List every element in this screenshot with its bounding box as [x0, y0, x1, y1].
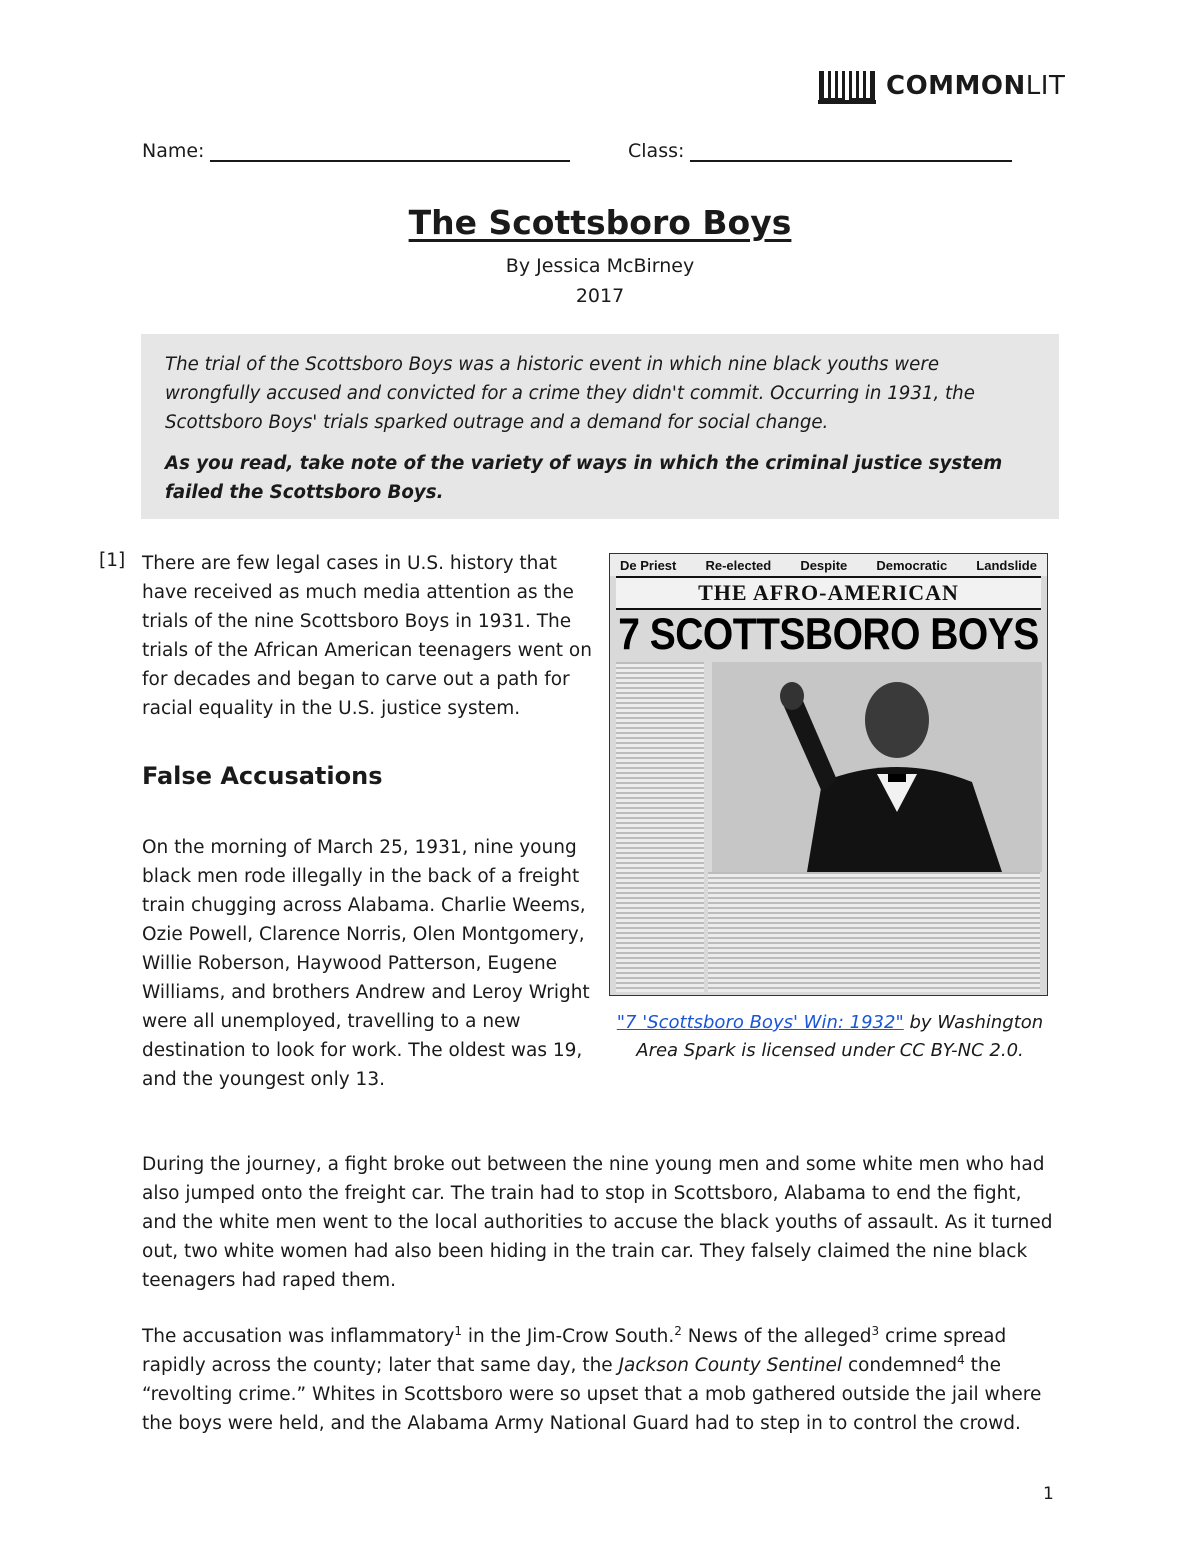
- class-blank-line[interactable]: [690, 140, 1012, 162]
- paragraph-1-text: There are few legal cases in U.S. history that have received as much media attention as the trials of the nine Scottsboro Boys in 1931. The trials of the African American teenagers went on for decades and began to carve out a path for racial equality in the U.S. justice system.: [142, 553, 592, 719]
- footnote-marker[interactable]: 3: [871, 1323, 880, 1338]
- paragraph-3: [142, 1150, 1062, 1295]
- newspaper-topline: [610, 554, 1047, 576]
- newspaper-image: [609, 553, 1048, 996]
- name-blank-line[interactable]: [210, 140, 570, 162]
- name-label: Name:: [142, 140, 205, 162]
- intro-box: [141, 334, 1059, 519]
- topline-word: Despite: [800, 557, 848, 573]
- paragraph-2-text: On the morning of March 25, 1931, nine young black men rode illegally in the back of a freight train chugging across Alabama. Charlie Weems, Ozie Powell, Clarence Norris, Olen Montgomery, Willie Roberson, Haywood Patterson, Eugene Williams, and brothers Andrew and Leroy Wright were all unemployed, travelling to a new destination to look for work. The oldest was 19, and the youngest only 13.: [142, 837, 590, 1090]
- newspaper-text-column: [616, 662, 704, 992]
- caption-credit: by Washington Area Spark is licensed under CC BY-NC 2.0.: [636, 1012, 1044, 1061]
- paragraph-number: [1]: [99, 550, 126, 571]
- publication-year: 2017: [575, 285, 625, 307]
- reading-prompt: As you read, take note of the variety of ways in which the criminal justice system failed the Scottsboro Boys.: [165, 453, 1003, 503]
- footnote-marker[interactable]: 1: [454, 1323, 462, 1338]
- topline-word: De Priest: [620, 557, 677, 573]
- author-line: By Jessica McBirney: [505, 255, 695, 277]
- name-field[interactable]: [142, 140, 570, 162]
- paragraph-3-text: During the journey, a fight broke out between the nine young men and some white men who had also jumped onto the freight car. The train had to stop in Scottsboro, Alabama to end the fight, and the white men went to the local authorities to accuse the black youths of assault. As it turned out, two white women had also been hiding in the train car. They falsely claimed the nine black teenagers had raped them.: [142, 1154, 1053, 1291]
- topline-word: Landslide: [976, 557, 1037, 573]
- document-title: The Scottsboro Boys: [408, 203, 792, 242]
- newspaper-body: [616, 662, 1041, 992]
- figure-caption: [600, 1009, 1060, 1065]
- section-heading: False Accusations: [142, 762, 383, 790]
- footnote-marker[interactable]: 4: [957, 1352, 965, 1367]
- newspaper-name: Jackson County Sentinel: [618, 1355, 843, 1376]
- commonlit-logo: [818, 66, 1065, 106]
- footnote-marker[interactable]: 2: [674, 1323, 682, 1338]
- newspaper-text-column: [708, 872, 1040, 992]
- intro-summary: The trial of the Scottsboro Boys was a historic event in which nine black youths were wrongfully accused and convicted for a crime they didn't commit. Occurring in 1931, the Scottsboro Boys' trials sparked outrage and a demand for social change.: [165, 354, 975, 433]
- topline-word: Democratic: [876, 557, 948, 573]
- caption-link[interactable]: "7 'Scottsboro Boys' Win: 1932": [616, 1012, 904, 1033]
- paragraph-4-text: The accusation was inflammatory$^1$ in the Jim-Crow South.$^2$ News of the alleged$^3$ crime spread rapidly across the county; later that same day, the Jackson County Sentinel condemned$^4$ the “revolting crime.” Whites in Scottsboro were so upset that a mob gathered outside the jail where the boys were held, and the Alabama Army National Guard had to step in to control the crowd.: [142, 1323, 1042, 1434]
- open-book-icon: [818, 67, 876, 105]
- paragraph-1: [142, 549, 592, 723]
- paragraph-2: [142, 833, 592, 1094]
- page-number: 1: [1043, 1484, 1054, 1504]
- portrait-figure: [712, 662, 1042, 872]
- newspaper-masthead: THE AFRO-AMERICAN: [616, 576, 1041, 610]
- logo-wordmark: COMMONLIT: [886, 71, 1066, 101]
- topline-word: Re-elected: [705, 557, 772, 573]
- class-field[interactable]: [628, 140, 1012, 162]
- newspaper-photo: [712, 662, 882, 862]
- paragraph-4: [142, 1322, 1062, 1438]
- class-label: Class:: [628, 140, 685, 162]
- newspaper-headline: 7 SCOTTSBORO BOYS: [618, 609, 1039, 660]
